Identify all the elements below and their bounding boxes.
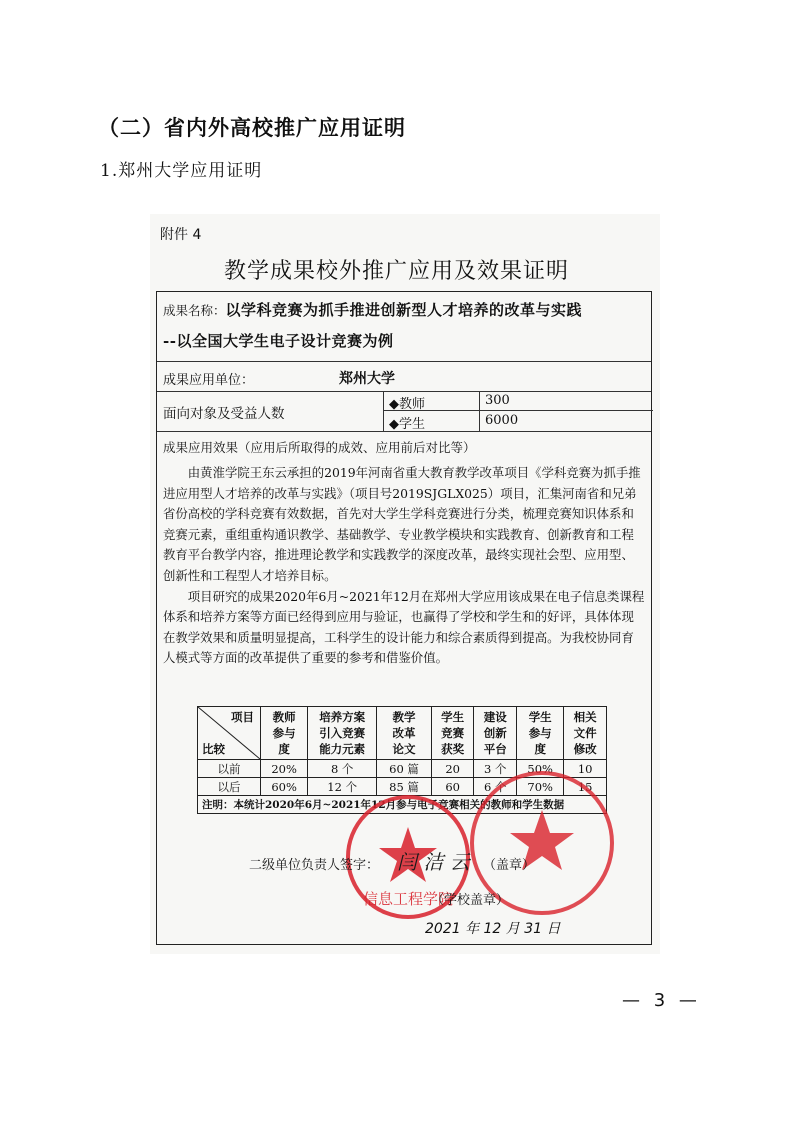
- table-header-cell: 相关 文件 修改: [564, 707, 607, 760]
- effect-body: [163, 463, 645, 669]
- beneficiaries-label: 面向对象及受益人数: [163, 406, 285, 422]
- table-cell: 3 个: [474, 760, 517, 778]
- student-count: 6000: [485, 413, 519, 428]
- achievement-name-label: 成果名称：: [163, 303, 226, 318]
- attachment-label: 附件 4: [160, 227, 202, 243]
- table-cell: 10: [564, 760, 607, 778]
- page-number: — 3 —: [622, 990, 701, 1011]
- seal-inner-text: 信息工程学院: [362, 890, 454, 908]
- row-label: 以前: [198, 760, 261, 778]
- achievement-name-row: [157, 292, 651, 362]
- teacher-count: 300: [485, 393, 510, 408]
- beneficiaries-row: [157, 391, 651, 432]
- table-cell: 6 个: [474, 778, 517, 796]
- unit-label: 成果应用单位：: [163, 373, 255, 388]
- section-heading: （二）省内外高校推广应用证明: [98, 116, 406, 140]
- achievement-name-line1: 以学科竞赛为抓手推进创新型人才培养的改革与实践: [225, 301, 583, 319]
- sub-heading: 1.郑州大学应用证明: [100, 161, 263, 181]
- table-cell: 8 个: [308, 760, 377, 778]
- teacher-label: ◆教师: [389, 397, 425, 412]
- dept-sign-label: 二级单位负责人签字：: [249, 858, 380, 873]
- dept-seal-label: （盖章）: [483, 858, 536, 873]
- corner-top-label: 项目: [231, 710, 254, 724]
- effect-paragraph-1: 由黄淮学院王东云承担的2019年河南省重大教育教学改革项目《学科竞赛为抓手推进应用型人才培养的改革与实践》（项目号2019SJGLX025）项目，汇集河南省和兄弟省份高校的学科竞赛有效数据，首先对大学生学科竞赛进行分类，梳理竞赛知识体系和竞赛元素，重组重构通识教学、基础教学、专业教学模块和实践教育、创新教育和工程教育平台教学内容，推进理论教学和实践教学的深度改革，最终实现社会型、应用型、创新性和工程型人才培养目标。: [163, 465, 641, 583]
- signing-date: 2021 年 12 月 31 日: [425, 921, 561, 937]
- school-seal-label: （学校盖章）: [431, 893, 510, 908]
- handwritten-signature: 闫 洁 云: [397, 850, 470, 874]
- table-header-cell: 学生 竞赛 获奖: [431, 707, 474, 760]
- table-cell: 60%: [261, 778, 308, 796]
- table-header-cell: 培养方案 引入竞赛 能力元素: [308, 707, 377, 760]
- table-cell: 50%: [517, 760, 564, 778]
- table-header-row: [198, 707, 607, 760]
- effect-paragraph-2: 项目研究的成果2020年6月~2021年12月在郑州大学应用该成果在电子信息类课程体系和培养方案等方面已经得到应用与验证，也赢得了学校和学生和的好评，具体体现在教学效果和质量明显提高，工科学生的设计能力和综合素质得到提高。为我校协同育人模式等方面的改革提供了重要的参考和借鉴价值。: [163, 588, 645, 666]
- document-title: 教学成果校外推广应用及效果证明: [223, 259, 569, 284]
- unit-value: 郑州大学: [339, 371, 395, 387]
- corner-bottom-label: 比较: [202, 742, 225, 756]
- student-label: ◆学生: [389, 417, 425, 432]
- table-header-cell: 学生 参与 度: [517, 707, 564, 760]
- table-cell: 85 篇: [377, 778, 432, 796]
- table-header-cell: 教师 参与 度: [261, 707, 308, 760]
- table-cell: 60: [431, 778, 474, 796]
- table-header-cell: 建设 创新 平台: [474, 707, 517, 760]
- table-cell: 12 个: [308, 778, 377, 796]
- achievement-name-line2: --以全国大学生电子设计竞赛为例: [163, 332, 394, 350]
- table-note: 注明：本统计2020年6月~2021年12月参与电子竞赛相关的教师和学生数据: [198, 796, 607, 814]
- table-cell: 70%: [517, 778, 564, 796]
- effect-label: 成果应用效果（应用后所取得的成效、应用前后对比等）: [163, 440, 476, 455]
- table-corner-cell: [198, 707, 261, 760]
- table-cell: 20: [431, 760, 474, 778]
- table-header-cell: 教学 改革 论文: [377, 707, 432, 760]
- table-cell: 60 篇: [377, 760, 432, 778]
- table-cell: 15: [564, 778, 607, 796]
- table-cell: 20%: [261, 760, 308, 778]
- application-unit-row: [157, 361, 651, 392]
- row-label: 以后: [198, 778, 261, 796]
- certificate-form: [156, 291, 652, 945]
